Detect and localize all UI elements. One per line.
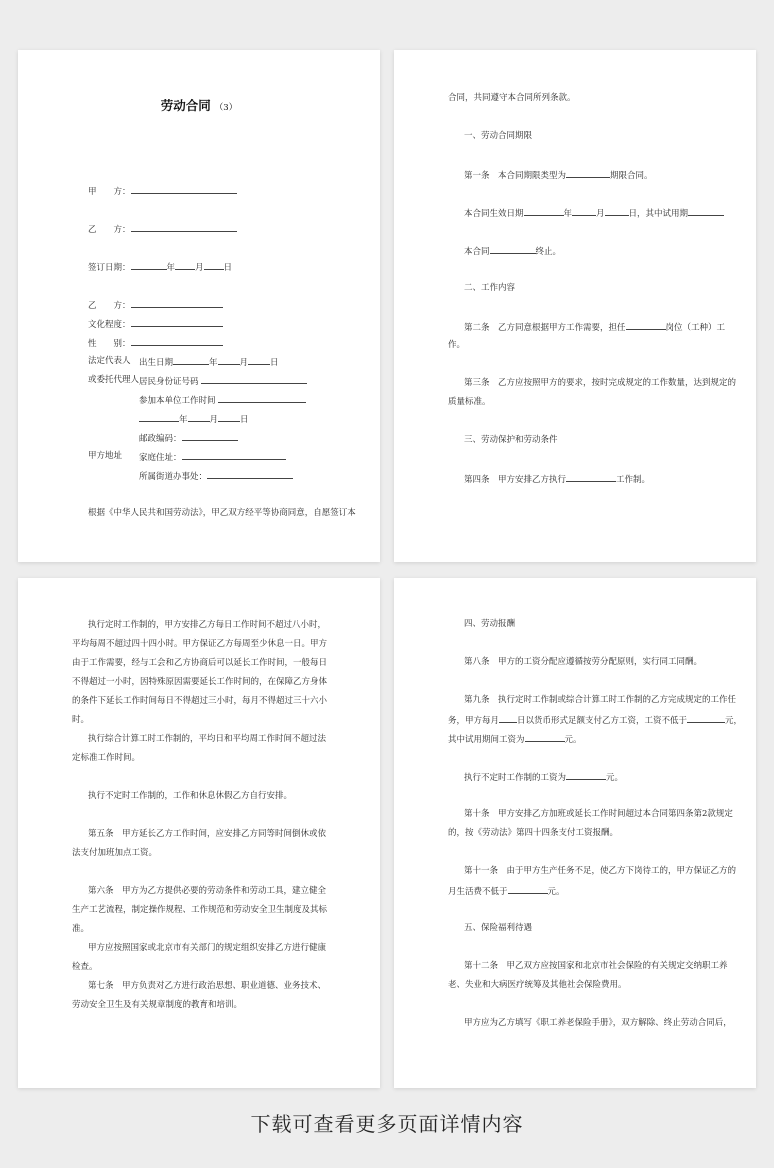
yuan-label: 元。: [547, 887, 565, 897]
article-5: 第五条 甲方延长乙方工作时间，应安排乙方同等时间倒休或依法支付加班加点工资。: [72, 829, 327, 858]
article-1-text: 第一条 本合同期限类型为: [464, 171, 567, 181]
probation-label: 日，其中试用期: [628, 209, 689, 219]
paragraph-comprehensive-hours: 执行综合计算工时工作制的，平均日和平均周工作时间不超过法定标准工作时间。: [72, 734, 327, 763]
yuan-label: 元，: [725, 716, 743, 726]
birth-year-blank: [173, 355, 209, 365]
sign-day-blank: [204, 260, 224, 270]
document-page-2: [394, 50, 756, 562]
probation-wage-label: 其中试用期间工资为: [448, 735, 525, 745]
work-system-blank: [566, 472, 616, 482]
gender-row: [88, 336, 223, 350]
a-address-label: 甲方地址: [88, 451, 123, 461]
home-address-blank: [182, 450, 286, 460]
work-date-row: [139, 412, 249, 426]
home-address-label: 家庭住址：: [139, 453, 182, 463]
article-2-tail: 岗位（工种）工: [665, 323, 726, 333]
pay-day-blank: [499, 713, 517, 723]
month-label: 月: [596, 209, 605, 219]
gender-label: 性 别：: [88, 339, 131, 349]
street-office-row: [139, 469, 293, 483]
article-11-line-2: [448, 884, 565, 898]
month-label: 月: [209, 415, 219, 425]
document-page-4: [394, 578, 756, 1088]
paragraph-fixed-hours: 执行定时工作制的，甲方安排乙方每日工作时间不超过八小时，平均每周不超过四十四小时。甲方保证乙方每周至少休息一日。甲方由于工作需要，经与工会和乙方协商后可以延长工作时间，一般每日不得超过一小时，因特殊原因需要延长工作时间的，在保障乙方身体的条件下延长工作时间每日不得超过三小时，每月不得超过三十六小时。: [72, 620, 328, 725]
pay-day-label: 务，甲方每月: [448, 716, 500, 726]
position-blank: [626, 320, 666, 330]
article-10-wrap: 的，按《劳动法》第四十四条支付工资报酬。: [448, 828, 619, 838]
gender-blank: [131, 336, 223, 346]
termination-tail: 终止。: [535, 247, 562, 257]
id-number-blank: [201, 374, 307, 384]
article-7: 第七条 甲方负责对乙方进行政治思想、职业道德、业务技术、劳动安全卫生及有关规章制度的教育和培训。: [72, 981, 327, 1010]
day-label: 日: [270, 358, 279, 368]
living-allowance-label: 月生活费不低于: [448, 887, 508, 897]
day-label: 日: [240, 415, 249, 425]
contract-continuation: 合同，共同遵守本合同所列条款。: [448, 93, 576, 103]
article-9-line-2: [448, 713, 742, 727]
section-heading-work: 二、工作内容: [464, 283, 516, 293]
year-label: 年: [563, 209, 573, 219]
article-1: [464, 168, 653, 182]
article-1-tail: 期限合同。: [610, 171, 653, 181]
section-heading-pay: 四、劳动报酬: [464, 619, 516, 629]
article-9-line-3: [448, 732, 582, 746]
article-4: [464, 472, 650, 486]
postcode-blank: [182, 431, 238, 441]
article-2-text: 第二条 乙方同意根据甲方工作需要，担任: [464, 323, 626, 333]
street-office-label: 所属街道办事处：: [139, 472, 208, 482]
b-name-row: [88, 298, 223, 312]
id-number-label: 居民身份证号码: [139, 377, 199, 387]
effective-year-blank: [524, 206, 564, 216]
year-label: 年: [209, 358, 218, 368]
article-4-text: 第四条 甲方安排乙方执行: [464, 475, 567, 485]
year-label: 年: [166, 263, 176, 273]
sign-year-blank: [131, 260, 167, 270]
flexible-wage-row: [464, 770, 623, 784]
probation-wage-blank: [525, 732, 565, 742]
pension-handbook-text: 甲方应为乙方填写《职工养老保险手册》，双方解除、终止劳动合同后，: [464, 1018, 732, 1028]
id-number-row: [139, 374, 307, 388]
article-3: 第三条 乙方应按照甲方的要求，按时完成规定的工作数量，达到规定的: [464, 378, 737, 388]
article-9: 第九条 执行定时工作制或综合计算工时工作制的乙方完成规定的工作任: [464, 695, 737, 705]
month-label: 月: [239, 358, 249, 368]
education-label: 文化程度：: [88, 320, 131, 330]
termination-label: 本合同: [464, 247, 490, 257]
birth-date-label: 出生日期: [139, 358, 174, 368]
section-heading-insurance: 五、保险福利待遇: [464, 923, 533, 933]
party-b-label: 乙 方：: [88, 225, 131, 235]
article-12: 第十二条 甲乙双方应按国家和北京市社会保险的有关规定交纳职工养: [464, 961, 728, 971]
effective-date-row: [464, 206, 724, 220]
article-4-tail: 工作制。: [616, 475, 651, 485]
document-page-1: [18, 50, 380, 562]
agent-label: 或委托代理人: [88, 375, 140, 385]
document-page-3: [18, 578, 380, 1088]
yuan-label: 元。: [606, 773, 624, 783]
article-12-wrap: 老、失业和大病医疗统筹及其他社会保险费用。: [448, 980, 627, 990]
work-time-label: 参加本单位工作时间: [139, 396, 216, 406]
work-time-row: [139, 393, 306, 407]
yuan-label: 元。: [564, 735, 582, 745]
education-row: [88, 317, 223, 331]
title-subtitle: （3）: [214, 103, 238, 113]
work-month-blank: [188, 412, 210, 422]
effective-month-blank: [572, 206, 596, 216]
section-heading-term: 一、劳动合同期限: [464, 131, 533, 141]
sign-date-label: 签订日期：: [88, 263, 131, 273]
article-3-wrap: 质量标准。: [448, 397, 491, 407]
home-address-row: [139, 450, 286, 464]
min-wage-label: 日以货币形式足额支付乙方工资，工资不低于: [517, 716, 688, 726]
effective-date-label: 本合同生效日期: [464, 209, 524, 219]
article-6: 第六条 甲方为乙方提供必要的劳动条件和劳动工具，建立健全生产工艺流程，制定操作规程、工作规范和劳动安全卫生制度及其标准。: [72, 886, 328, 934]
living-allowance-blank: [508, 884, 548, 894]
probation-blank: [688, 206, 724, 216]
intro-text: 根据《中华人民共和国劳动法》，甲乙双方经平等协商同意，自愿签订本: [88, 508, 356, 518]
sign-date-row: [88, 260, 232, 274]
article-2-wrap: 作。: [448, 340, 466, 350]
work-day-blank: [218, 412, 240, 422]
street-office-blank: [207, 469, 293, 479]
b-name-blank: [131, 298, 223, 308]
work-time-blank: [218, 393, 306, 403]
article-10: 第十条 甲方安排乙方加班或延长工作时间超过本合同第四条第2款规定: [464, 809, 733, 819]
party-b-blank: [131, 222, 237, 232]
education-blank: [131, 317, 223, 327]
party-a-label: 甲 方：: [88, 187, 131, 197]
termination-row: [464, 244, 561, 258]
section-heading-protection: 三、劳动保护和劳动条件: [464, 435, 558, 445]
b-name-label: 乙 方：: [88, 301, 131, 311]
birth-date-row: [139, 355, 279, 369]
flexible-wage-blank: [566, 770, 606, 780]
birth-day-blank: [248, 355, 270, 365]
year-label: 年: [179, 415, 188, 425]
party-a-blank: [131, 184, 237, 194]
contract-title: 劳动合同 （3）: [160, 98, 238, 113]
paragraph-flexible-hours: 执行不定时工作制的，工作和休息休假乙方自行安排。: [88, 791, 293, 801]
min-wage-blank: [687, 713, 725, 723]
download-more-link[interactable]: 下载可查看更多页面详情内容: [250, 1112, 524, 1136]
postcode-row: [139, 431, 238, 445]
party-b-row: [88, 222, 237, 236]
work-year-blank: [139, 412, 179, 422]
month-label: 月: [195, 263, 204, 273]
paragraph-health-check: 甲方应按照国家或北京市有关部门的规定组织安排乙方进行健康检查。: [72, 943, 327, 972]
postcode-label: 邮政编码：: [139, 434, 182, 444]
day-label: 日: [223, 263, 233, 273]
term-type-blank: [566, 168, 610, 178]
flexible-wage-label: 执行不定时工作制的工资为: [464, 773, 567, 783]
birth-month-blank: [218, 355, 240, 365]
article-2: [464, 320, 725, 334]
effective-day-blank: [605, 206, 629, 216]
termination-blank: [490, 244, 536, 254]
sign-month-blank: [175, 260, 195, 270]
legal-rep-label: 法定代表人: [88, 356, 131, 366]
article-11: 第十一条 由于甲方生产任务不足，使乙方下岗待工的，甲方保证乙方的: [464, 866, 737, 876]
article-8: 第八条 甲方的工资分配应遵循按劳分配原则，实行同工同酬。: [464, 657, 703, 667]
party-a-row: [88, 184, 237, 198]
